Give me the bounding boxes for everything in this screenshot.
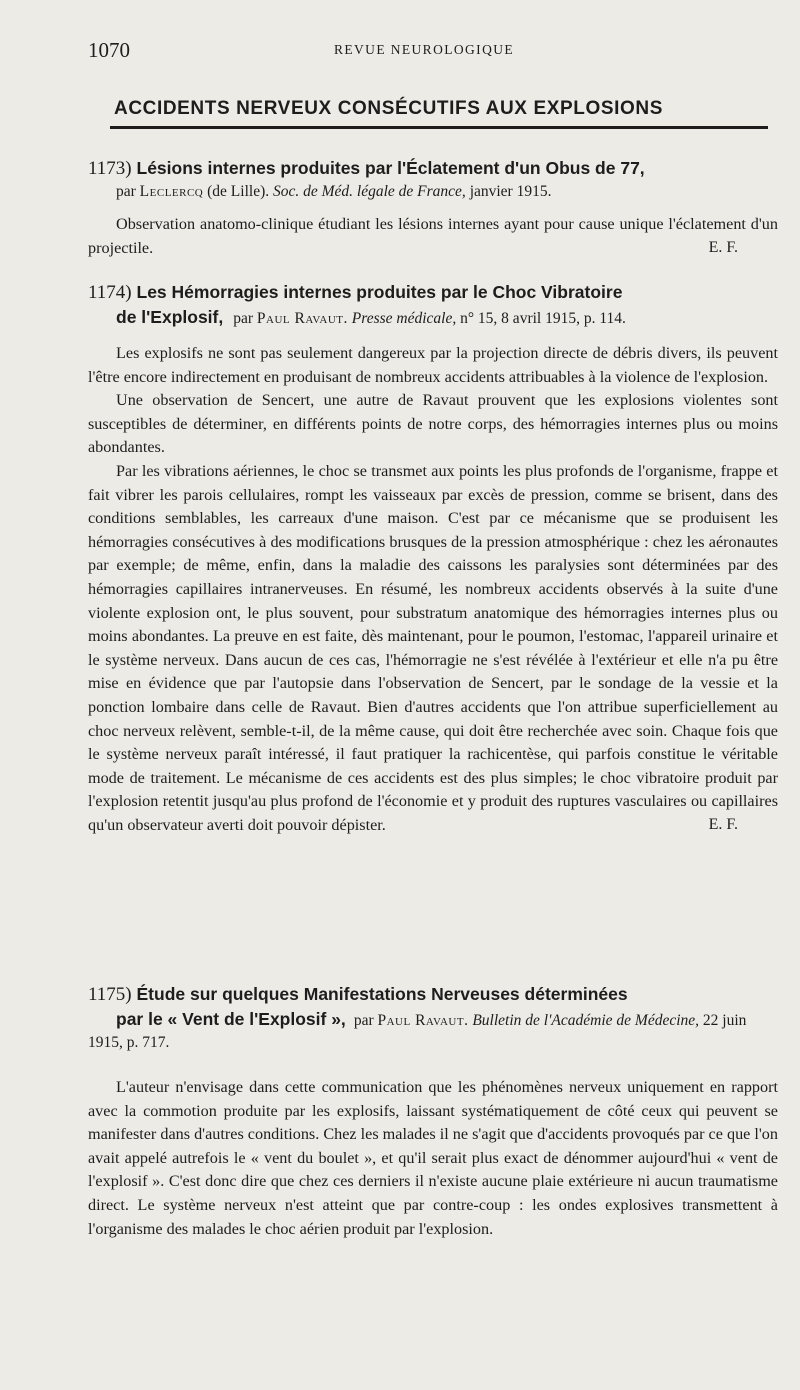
entry-title-text: Lésions internes produites par l'Éclatement d'un Obus de 77, <box>136 158 645 178</box>
running-head <box>88 38 760 62</box>
citation-date: 22 juin 1915, p. 717. <box>88 1012 747 1051</box>
citation-journal: Presse médicale, <box>351 310 457 327</box>
citation-affiliation: (de Lille). <box>207 183 270 200</box>
entry-abstract: Observation anatomo-clinique étudiant les lésions internes ayant pour cause unique l'éclatement d'un projectile. <box>88 215 778 257</box>
entry-1175 <box>88 982 778 1241</box>
citation-date: janvier 1915. <box>469 183 552 200</box>
entry-signature: E. F. <box>708 816 738 834</box>
citation-journal: Bulletin de l'Académie de Médecine, <box>472 1012 700 1029</box>
section-rule <box>110 126 768 129</box>
entry-title-line2: par le « Vent de l'Explosif », <box>116 1009 346 1029</box>
entry-signature: E. F. <box>708 239 738 257</box>
section-title: ACCIDENTS NERVEUX CONSÉCUTIFS AUX EXPLOSIONS <box>114 98 663 119</box>
entry-number: 1173) <box>88 158 132 179</box>
citation-prefix: par <box>233 310 254 327</box>
citation-author: Paul Ravaut. <box>256 310 348 327</box>
citation-prefix: par <box>353 1012 374 1029</box>
entry-paragraph: Une observation de Sencert, une autre de Ravaut prouvent que les explosions violentes sont susceptibles de déterminer, en différents points de notre corps, des hémorragies internes plus ou moins abondantes. <box>88 391 778 457</box>
citation-journal: Soc. de Méd. légale de France, <box>273 183 466 200</box>
entry-number: 1174) <box>88 282 132 303</box>
entry-paragraph: Les explosifs ne sont pas seulement dangereux par la projection directe de débris divers, ils peuvent l'être encore indirectement en produisant de nombreux accidents attribuables à la violence de l'explosion. <box>88 344 778 386</box>
entry-citation <box>233 310 626 327</box>
entry-1174 <box>88 280 778 836</box>
entry-citation <box>116 181 778 203</box>
entry-1173 <box>88 156 778 259</box>
entry-title-line2: de l'Explosif, <box>116 307 224 327</box>
entry-title <box>88 982 778 1007</box>
citation-date: n° 15, 8 avril 1915, p. 114. <box>460 310 626 327</box>
citation-author: Paul Ravaut. <box>377 1012 469 1029</box>
entry-title <box>88 280 778 305</box>
citation-prefix: par <box>116 183 136 200</box>
entry-title <box>88 156 778 181</box>
entry-title-text: Les Hémorragies internes produites par le Choc Vibratoire <box>136 282 623 302</box>
entry-paragraph: Par les vibrations aériennes, le choc se transmet aux points les plus profonds de l'organisme, frappe et fait vibrer les parois cellulaires, rompt les vaisseaux par excès de pression, comme se brisent, dans des conditions semblables, les carreaux d'une maison. C'est par ce mécanisme que se produisent les hémorragies consécutives à des modifications brusques de la pression atmosphérique : chez les aéronautes par exemple; de même, enfin, dans la maladie des caissons les paralysies sont déterminées par des hémorragies capillaires intranerveuses. En résumé, les nombreux accidents observés à la suite d'une violente explosion ont, le plus souvent, pour substratum anatomique des hémorragies internes plus ou moins abondantes. La preuve en est faite, dès maintenant, pour le poumon, l'estomac, l'appareil urinaire et le système nerveux. Dans aucun de ces cas, l'hémorragie ne s'est révélée à l'extérieur et elle n'a pu être mise en évidence que par l'autopsie dans l'observation de Sencert, par le sondage de la vessie et la ponction lombaire dans celle de Ravaut. Bien d'autres accidents que l'on attribue superficiellement au choc nerveux relèvent, semble-t-il, de la même cause, qui doit être recherchée avec soin. Chaque fois que le système nerveux paraît intéressé, il faut pratiquer la rachicentèse, qui parfois constitue le véritable mode de traitement. Le mécanisme de ces accidents est des plus simples; le choc vibratoire produit par l'explosion retentit jusqu'au plus profond de l'économie et y produit des ruptures vasculaires ou capillaires qu'un observateur averti doit pouvoir dépister. <box>88 461 778 834</box>
entry-number: 1175) <box>88 984 132 1005</box>
entry-paragraph: L'auteur n'envisage dans cette communication que les phénomènes nerveux uniquement en rapport avec la commotion produite par les explosifs, laissant systématiquement de côté ceux qui peuvent se manifester dans d'autres conditions. Chez les malades il ne s'agit que d'accidents provoqués par ce que l'on avait appelé autrefois le « vent du boulet », et qu'il serait plus exact de dénommer aujourd'hui « vent de l'explosif ». C'est donc dire que chez ces derniers il n'existe aucune plaie extérieure ni aucun traumatisme direct. Le système nerveux n'est atteint que par contre-coup : les ondes explosives transmettent à l'organisme des malades le choc aérien produit par l'explosion. <box>88 1078 778 1238</box>
page-number: 1070 <box>88 38 130 62</box>
journal-title: REVUE NEUROLOGIQUE <box>333 42 515 57</box>
citation-author: Leclercq <box>139 183 204 200</box>
entry-title-text: Étude sur quelques Manifestations Nerveuses déterminées <box>136 984 628 1004</box>
